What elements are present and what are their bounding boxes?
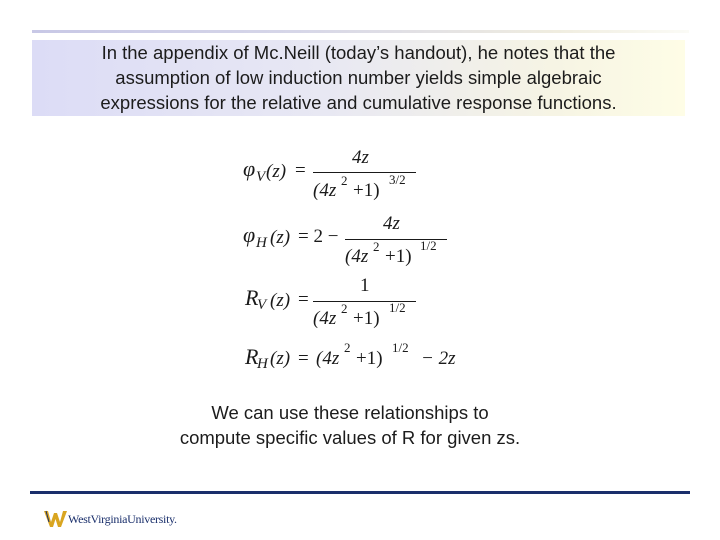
r-v-argument: (z) — [270, 290, 291, 311]
phi-v-numerator: 4z — [352, 147, 369, 168]
phi-h-symbol: φ — [243, 222, 256, 247]
r-h-body-end: − 2z — [421, 348, 456, 369]
r-v-den-base: (4z — [313, 308, 337, 329]
closing-text — [0, 400, 700, 450]
title-line-3: expressions for the relative and cumulative response functions. — [100, 92, 617, 113]
phi-h-den-square: 2 — [373, 239, 380, 254]
r-v-subscript: V — [257, 297, 267, 313]
wvu-logo-text: WestVirginiaUniversity. — [68, 512, 177, 526]
title-line-1: In the appendix of Mc.Neill (today’s handout), he notes that the — [101, 42, 616, 63]
slide-title — [32, 40, 685, 115]
phi-v-den-square: 2 — [341, 173, 348, 188]
title-line-2: assumption of low induction number yields simple algebraic — [115, 67, 602, 88]
phi-v-den-base: (4z — [313, 180, 337, 201]
r-h-equals: = — [298, 348, 309, 369]
r-h-body-exponent: 1/2 — [392, 340, 409, 355]
r-v-den-tail: +1) — [353, 308, 380, 329]
footer-rule — [30, 491, 690, 494]
phi-v-argument: (z) — [266, 161, 287, 182]
closing-line-1: We can use these relationships to — [211, 402, 489, 423]
phi-h-subscript: H — [256, 235, 267, 251]
wvu-logo-icon — [44, 508, 68, 530]
r-v-equals: = — [298, 289, 309, 310]
phi-h-den-base: (4z — [345, 246, 369, 267]
phi-v-equals: = — [295, 160, 306, 181]
r-h-body-base: (4z — [316, 348, 340, 369]
phi-h-den-tail: +1) — [385, 246, 412, 267]
r-v-den-exponent: 1/2 — [389, 300, 406, 315]
closing-line-2: compute specific values of R for given zs. — [179, 427, 521, 448]
phi-v-den-exponent: 3/2 — [389, 172, 406, 187]
r-h-body-square: 2 — [344, 340, 351, 355]
r-h-symbol: R — [245, 344, 259, 369]
r-h-body-tail: +1) — [356, 348, 383, 369]
phi-v-symbol: φ — [243, 156, 256, 181]
phi-h-den-exponent: 1/2 — [420, 238, 437, 253]
r-v-symbol: R — [245, 285, 259, 310]
phi-h-argument: (z) — [270, 227, 291, 248]
phi-h-equals-two-minus: = 2 − — [298, 226, 339, 247]
r-h-subscript: H — [257, 356, 268, 372]
r-h-argument: (z) — [270, 348, 291, 369]
r-v-numerator: 1 — [360, 275, 370, 296]
r-v-den-square: 2 — [341, 301, 348, 316]
title-top-rule — [32, 30, 689, 33]
phi-v-den-tail: +1) — [353, 180, 380, 201]
phi-h-numerator: 4z — [383, 213, 400, 234]
phi-v-subscript: V — [256, 169, 266, 185]
